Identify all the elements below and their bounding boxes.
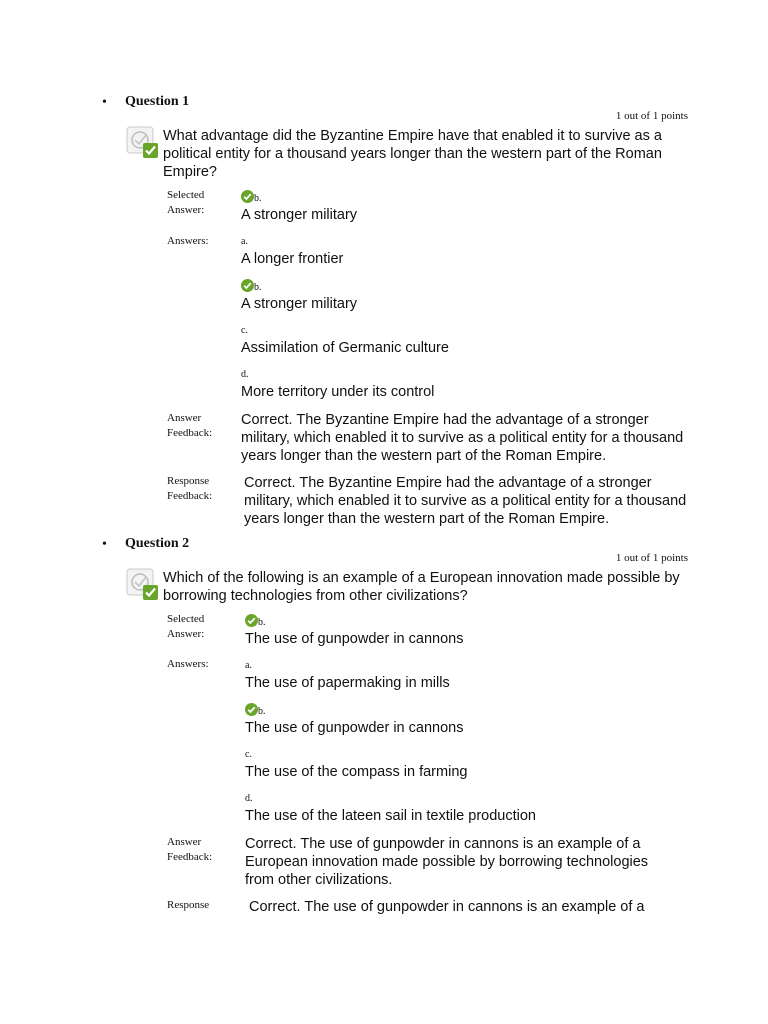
graded-correct-icon (126, 126, 160, 160)
answer-text: A stronger military (241, 296, 358, 312)
question-title: Question 2 (125, 536, 190, 551)
bullet-icon: • (102, 95, 107, 110)
graded-correct-icon (126, 568, 160, 602)
answer-text: Assimilation of Germanic culture (241, 340, 449, 356)
answer-feedback-text: Correct. The use of gunpowder in cannons is an example of a European innovation made possible by borrowing technologies from other civilizations. (245, 836, 649, 888)
selected-answer-label: Selected Answer: (167, 189, 205, 216)
answer-feedback-text: Correct. The Byzantine Empire had the advantage of a stronger military, which enabled it to survive as a political entity for a thousand years longer than the western part of the Roman Empire. (241, 412, 684, 464)
question-points: 1 out of 1 points (615, 110, 688, 122)
response-feedback-label: Response (167, 899, 210, 911)
answer-text: More territory under its control (241, 384, 435, 400)
check-icon (241, 279, 254, 292)
question-text: Which of the following is an example of a European innovation made possible by borrowing technologies from other civilizations? (163, 570, 680, 604)
response-feedback-text: Correct. The use of gunpowder in cannons is an example of a (249, 899, 645, 915)
answer-letter: a. (241, 236, 248, 247)
check-icon (245, 614, 258, 627)
selected-answer-text: A stronger military (241, 207, 358, 223)
selected-answer-text: The use of gunpowder in cannons (245, 631, 464, 647)
answers-label: Answers: (167, 235, 209, 247)
question-points: 1 out of 1 points (615, 552, 688, 564)
answer-text: A longer frontier (241, 251, 344, 267)
answer-letter: d. (245, 793, 253, 804)
answer-letter: b. (245, 703, 266, 717)
answer-feedback-label: Answer Feedback: (167, 412, 213, 439)
answer-text: The use of papermaking in mills (245, 675, 450, 691)
check-icon (245, 703, 258, 716)
answer-letter: b. (241, 279, 262, 293)
answer-feedback-label: Answer Feedback: (167, 836, 213, 863)
answer-letter: c. (241, 325, 248, 336)
answer-letter: c. (245, 749, 252, 760)
answer-letter: d. (241, 369, 249, 380)
answer-text: The use of the compass in farming (245, 764, 468, 780)
question-title: Question 1 (125, 94, 190, 109)
bullet-icon: • (102, 537, 107, 552)
answers-label: Answers: (167, 658, 209, 670)
selected-answer-label: Selected Answer: (167, 613, 205, 640)
selected-answer-letter: b. (241, 190, 262, 204)
check-icon (241, 190, 254, 203)
response-feedback-label: Response Feedback: (167, 475, 213, 502)
answer-text: The use of gunpowder in cannons (245, 720, 464, 736)
response-feedback-text: Correct. The Byzantine Empire had the advantage of a stronger military, which enabled it to survive as a political entity for a thousand years longer than the western part of the Roman Empire. (244, 475, 687, 527)
answer-text: The use of the lateen sail in textile production (245, 808, 536, 824)
selected-answer-letter: b. (245, 614, 266, 628)
question-text: What advantage did the Byzantine Empire have that enabled it to survive as a political entity for a thousand years longer than the western part of the Roman Empire? (163, 128, 662, 180)
answer-letter: a. (245, 660, 252, 671)
